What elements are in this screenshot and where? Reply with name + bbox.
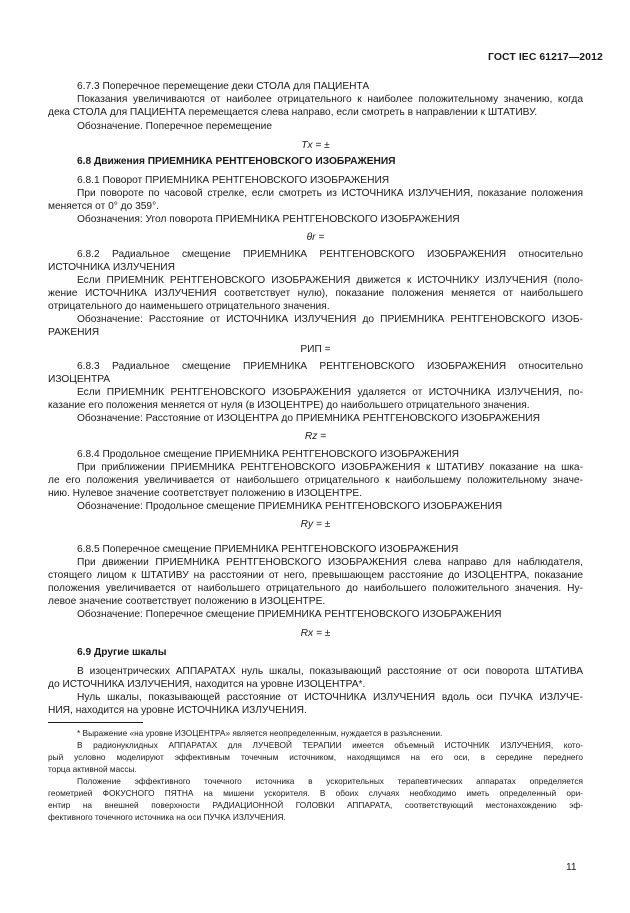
paragraph-line: положения увеличивается от наибольшего отрицательного до наибольшего положительного значения. Ну- [48, 583, 583, 594]
notation-line: Обозначение. Поперечное перемещение [77, 121, 273, 132]
footnote-line: ентир на внешней поверхности РАДИАЦИОННОЙ ГОЛОВКИ АППАРАТА, соответствующий местонахождению эф- [48, 800, 583, 810]
formula: Rx = ± [300, 628, 331, 639]
section-heading: 6.8 Движения ПРИЕМНИКА РЕНТГЕНОВСКОГО ИЗОБРАЖЕНИЯ [77, 156, 396, 167]
subsection-heading: ИСТОЧНИКА ИЗЛУЧЕНИЯ [48, 262, 175, 273]
paragraph-line: меняется от 0° до 359°. [48, 201, 159, 212]
paragraph-line: При движении ПРИЕМНИКА РЕНТГЕНОВСКОГО ИЗОБРАЖЕНИЯ слева направо для наблюдателя, [77, 557, 583, 568]
paragraph-line: жение ИСТОЧНИКА ИЗЛУЧЕНИЯ соответствует нулю), показание положения меняется от наибольшего [48, 288, 583, 299]
subsection-heading: 6.8.2 Радиальное смещение ПРИЕМНИКА РЕНТГЕНОВСКОГО ИЗОБРАЖЕНИЯ относительно [77, 249, 583, 260]
formula: Tx = ± [301, 140, 330, 151]
page-number: 11 [566, 862, 577, 873]
standard-header: ГОСТ IEC 61217—2012 [488, 52, 603, 63]
paragraph-line: отрицательного до наименьшего отрицательного значения. [48, 301, 330, 312]
subsection-heading: ИЗОЦЕНТРА [48, 374, 111, 385]
paragraph-line: НИЯ, находится на уровне ИСТОЧНИКА ИЗЛУЧЕНИЯ. [48, 705, 307, 716]
footnote-line: Положение эффективного точечного источника в ускорительных терапевтических аппаратах определяется [77, 776, 583, 786]
footnote-line: * Выражение «на уровне ИЗОЦЕНТРА» является неопределенным, нуждается в разъяснении. [77, 728, 443, 738]
formula: θr = [306, 232, 325, 243]
footnote-divider [48, 722, 143, 723]
paragraph-line: Если ПРИЕМНИК РЕНТГЕНОВСКОГО ИЗОБРАЖЕНИЯ удаляется от ИСТОЧНИКА ИЗЛУЧЕНИЯ, по- [77, 387, 583, 398]
notation-line: Обозначение: Расстояние от ИСТОЧНИКА ИЗЛУЧЕНИЯ до ПРИЕМНИКА РЕНТГЕНОВСКОГО ИЗОБ- [77, 314, 583, 325]
paragraph-line: нию. Нулевое значение соответствует положению в ИЗОЦЕНТРЕ. [48, 488, 363, 499]
subsection-heading: 6.7.3 Поперечное перемещение деки СТОЛА для ПАЦИЕНТА [77, 81, 370, 92]
paragraph-line: Показания увеличиваются от наиболее отрицательного к наиболее положительному значению, когда [77, 94, 583, 105]
footnote-line: фективного точечного источника на оси ПУЧКА ИЗЛУЧЕНИЯ. [48, 812, 286, 822]
notation-line: Обозначение: Продольное смещение ПРИЕМНИКА РЕНТГЕНОВСКОГО ИЗОБРАЖЕНИЯ [77, 501, 503, 512]
footnote-line: торца активной массы. [48, 764, 137, 774]
formula: РИП = [300, 344, 331, 355]
notation-line: РАЖЕНИЯ [48, 327, 100, 338]
subsection-heading: 6.8.3 Радиальное смещение ПРИЕМНИКА РЕНТГЕНОВСКОГО ИЗОБРАЖЕНИЯ относительно [77, 361, 583, 372]
paragraph-line: В изоцентрических АППАРАТАХ нуль шкалы, показывающий расстояние от оси поворота ШТАТИВА [77, 666, 583, 677]
paragraph-line: При повороте по часовой стрелке, если смотреть из ИСТОЧНИКА ИЗЛУЧЕНИЯ, показание положения [77, 188, 583, 199]
notation-line: Обозначения: Угол поворота ПРИЕМНИКА РЕНТГЕНОВСКОГО ИЗОБРАЖЕНИЯ [77, 214, 460, 225]
notation-line: Обозначение: Поперечное смещение ПРИЕМНИКА РЕНТГЕНОВСКОГО ИЗОБРАЖЕНИЯ [77, 609, 502, 620]
subsection-heading: 6.8.4 Продольное смещение ПРИЕМНИКА РЕНТГЕНОВСКОГО ИЗОБРАЖЕНИЯ [77, 449, 459, 460]
paragraph-line: стоящего лицом к ШТАТИВУ на расстоянии от него, превышающем расстояние до ИЗОЦЕНТРА, показание [48, 570, 583, 581]
paragraph-line: Нуль шкалы, показывающей расстояние от ИСТОЧНИКА ИЗЛУЧЕНИЯ вдоль оси ПУЧКА ИЗЛУЧЕ- [77, 692, 583, 703]
subsection-heading: 6.8.1 Поворот ПРИЕМНИКА РЕНТГЕНОВСКОГО ИЗОБРАЖЕНИЯ [77, 175, 390, 186]
paragraph-line: При приближении ПРИЕМНИКА РЕНТГЕНОВСКОГО ИЗОБРАЖЕНИЯ к ШТАТИВУ показание на шка- [77, 462, 583, 473]
paragraph-line: ле его положения увеличивается от наибольшего отрицательного к наибольшему положительному значе- [48, 475, 583, 486]
formula: Ry = ± [300, 519, 331, 530]
paragraph-line: дека СТОЛА для ПАЦИЕНТА перемещается слева направо, если смотреть в направлении к ШТАТИВУ. [48, 107, 538, 118]
paragraph-line: Если ПРИЕМНИК РЕНТГЕНОВСКОГО ИЗОБРАЖЕНИЯ движется к ИСТОЧНИКУ ИЗЛУЧЕНИЯ (поло- [77, 275, 583, 286]
section-heading: 6.9 Другие шкалы [77, 647, 167, 658]
paragraph-line: до ИСТОЧНИКА ИЗЛУЧЕНИЯ, находится на уровне ИЗОЦЕНТРА*. [48, 679, 366, 690]
paragraph-line: казание его положения меняется от нуля (в ИЗОЦЕНТРЕ) до наибольшего отрицательного значения. [48, 400, 530, 411]
footnote-line: рый условно моделируют эффективным точечным источником, находящимся на его оси, в середине переднего [48, 752, 583, 762]
subsection-heading: 6.8.5 Поперечное смещение ПРИЕМНИКА РЕНТГЕНОВСКОГО ИЗОБРАЖЕНИЯ [77, 544, 459, 555]
notation-line: Обозначение: Расстояние от ИЗОЦЕНТРА до ПРИЕМНИКА РЕНТГЕНОВСКОГО ИЗОБРАЖЕНИЯ [77, 413, 540, 424]
formula: Rz = [304, 431, 327, 442]
footnote-line: В радионуклидных АППАРАТАХ для ЛУЧЕВОЙ ТЕРАПИИ имеется объемный ИСТОЧНИК ИЗЛУЧЕНИЯ, кото- [77, 740, 583, 750]
paragraph-line: левое значение соответствует положению в ИЗОЦЕНТРЕ. [48, 596, 326, 607]
footnote-line: геометрией ФОКУСНОГО ПЯТНА на мишени ускорителя. В обоих случаях необходимо иметь определенный ори- [48, 788, 583, 798]
